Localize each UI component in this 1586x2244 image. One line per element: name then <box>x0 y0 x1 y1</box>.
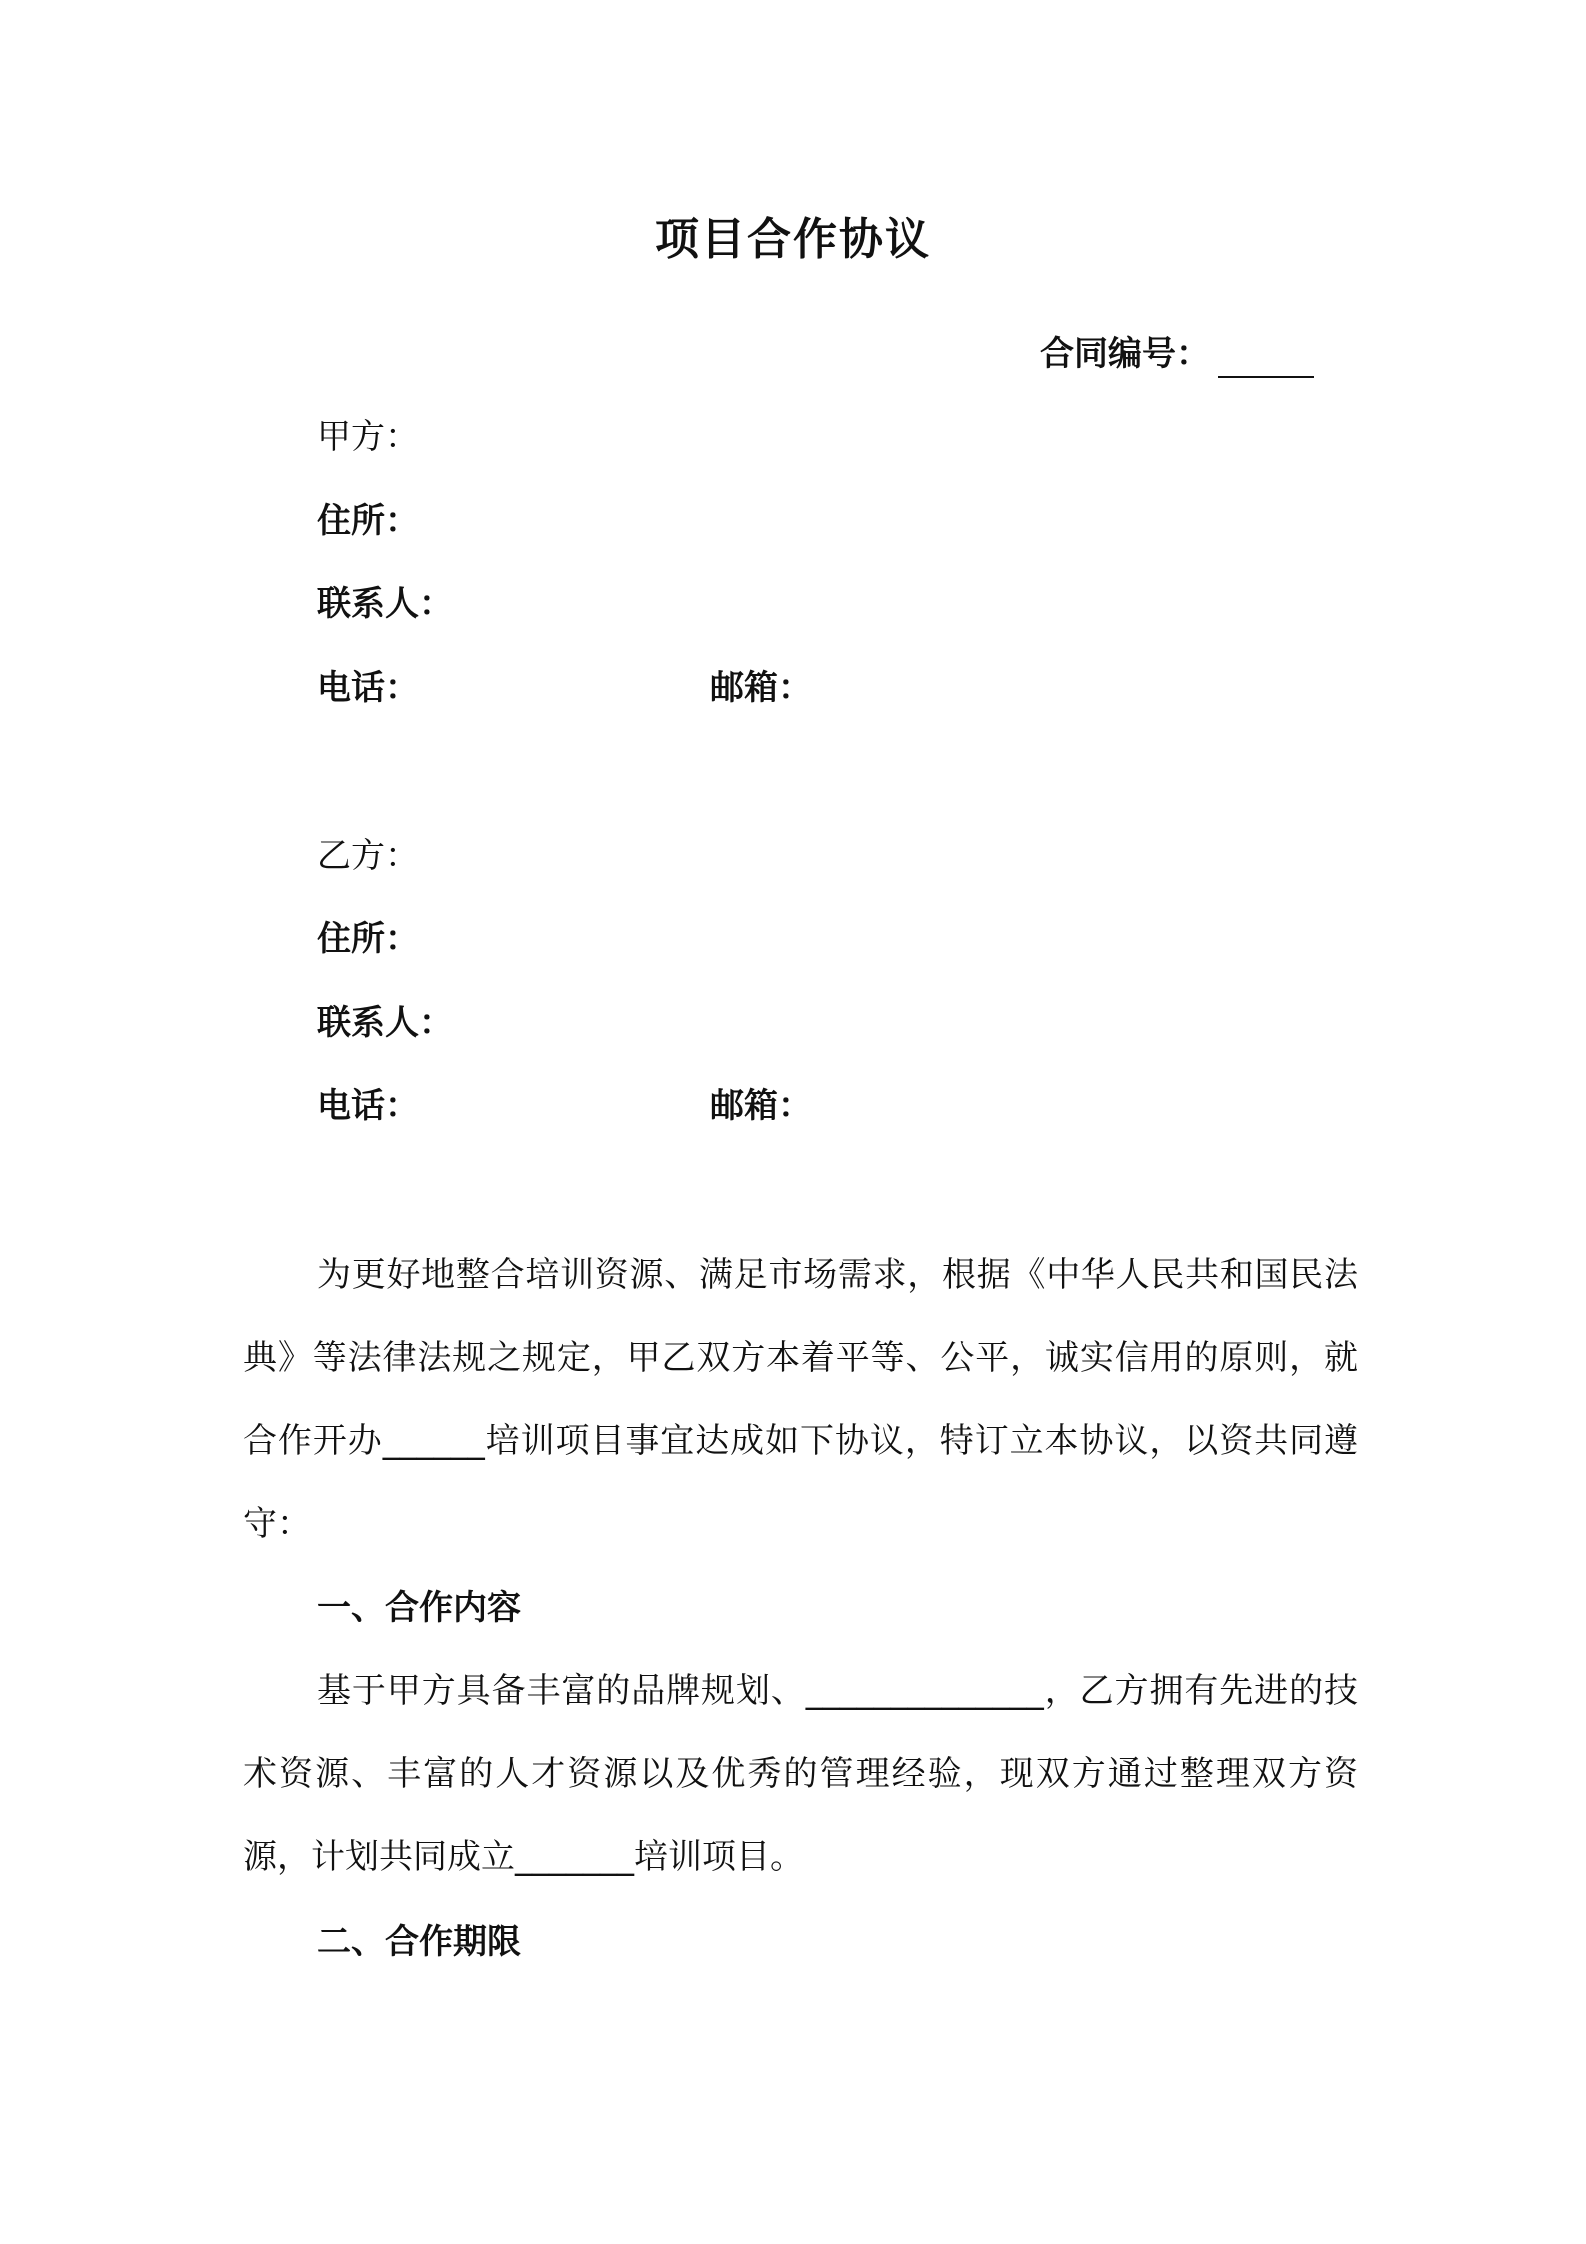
party-b-phone-label: 电话： <box>317 1086 419 1126</box>
party-a-phone-label: 电话： <box>317 668 419 708</box>
preamble-paragraph: 为更好地整合培训资源、满足市场需求，根据《中华人民共和国民法典》等法律法规之规定，甲乙双方本着平等、公平，诚实信用的原则，就合作开办______培训项目事宜达成如下协议，特订立本协议，以资共同遵守： <box>243 1255 1358 1544</box>
party-b-contact-label: 联系人： <box>317 1003 453 1043</box>
section-2-heading: 二、合作期限 <box>317 1922 521 1962</box>
party-a-address-label: 住所： <box>317 501 419 541</box>
contract-number-blank <box>1218 340 1314 378</box>
party-a-label: 甲方： <box>317 417 419 457</box>
party-b-email-label: 邮箱： <box>710 1086 812 1126</box>
party-b-address-label: 住所： <box>317 919 419 959</box>
section-1-heading: 一、合作内容 <box>317 1588 521 1628</box>
contract-number-label: 合同编号： <box>1040 334 1210 374</box>
party-a-email-label: 邮箱： <box>710 668 812 708</box>
section-1-paragraph: 基于甲方具备丰富的品牌规划、______________，乙方拥有先进的技术资源、丰富的人才资源以及优秀的管理经验，现双方通过整理双方资源，计划共同成立_______培训项目。 <box>243 1671 1358 1877</box>
party-b-label: 乙方： <box>317 836 419 876</box>
contract-number <box>1040 330 1360 386</box>
document-title: 项目合作协议 <box>655 214 931 265</box>
party-a-contact-label: 联系人： <box>317 584 453 624</box>
